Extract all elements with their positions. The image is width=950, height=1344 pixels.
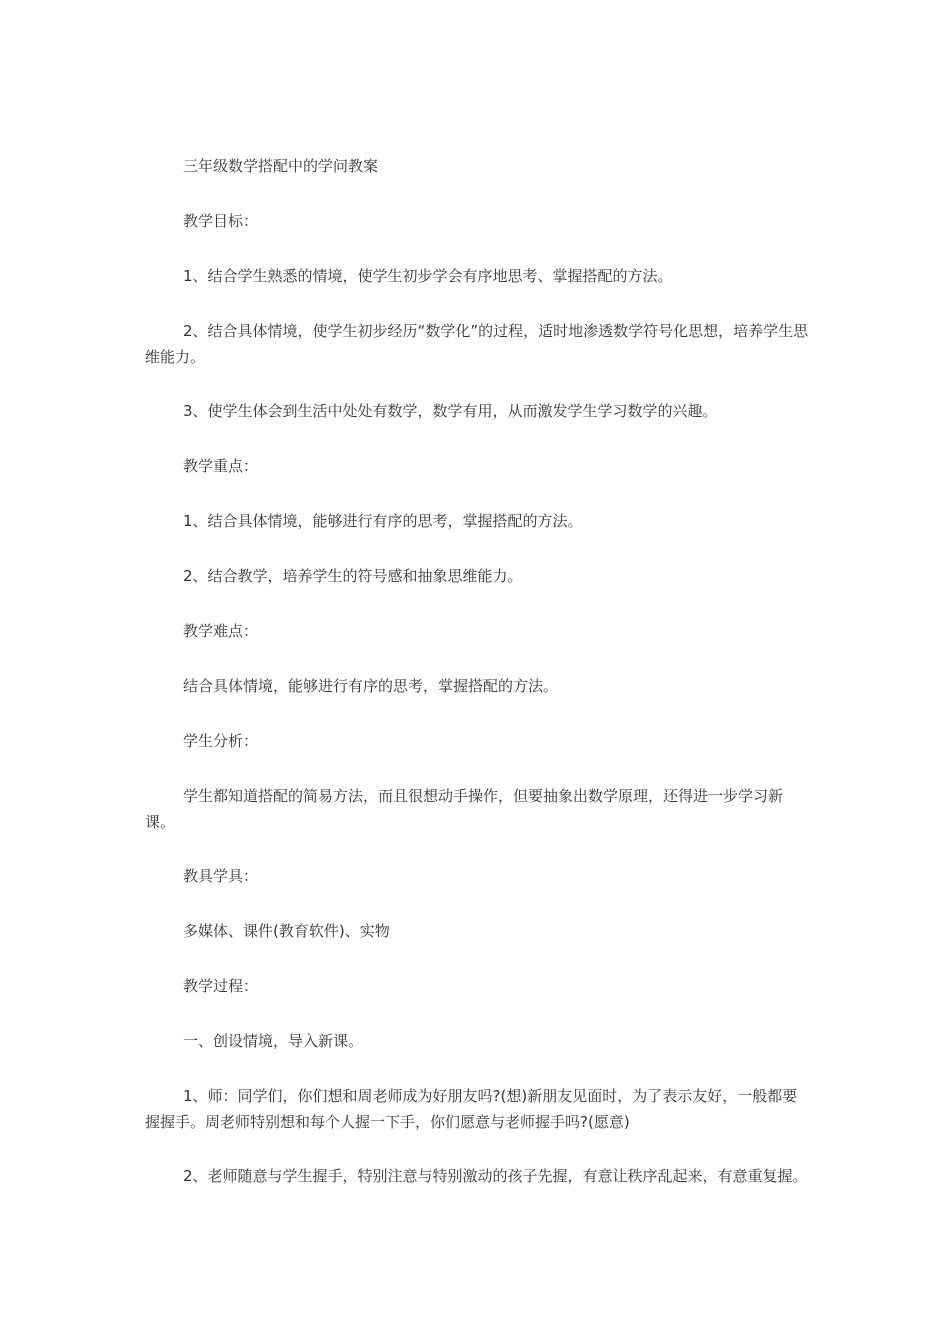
key-point-2: 2、结合教学，培养学生的符号感和抽象思维能力。: [183, 567, 523, 585]
heading-teaching-objectives: 教学目标：: [183, 212, 259, 230]
document-body: [145, 153, 810, 1217]
objective-3: 3、使学生体会到生活中处处有数学，数学有用，从而激发学生学习数学的兴趣。: [183, 402, 718, 420]
heading-student-analysis: 学生分析：: [183, 732, 259, 750]
heading-key-points: 教学重点：: [183, 457, 259, 475]
heading-teaching-process: 教学过程：: [183, 977, 259, 995]
objective-1: 1、结合学生熟悉的情境，使学生初步学会有序地思考、掌握搭配的方法。: [183, 267, 673, 285]
heading-difficulties: 教学难点：: [183, 622, 259, 640]
student-analysis-text: 学生都知道搭配的简易方法，而且很想动手操作，但要抽象出数学原理，还得进一步学习新课。: [145, 787, 784, 831]
teaching-aids-text: 多媒体、课件(教育软件)、实物: [183, 922, 390, 940]
key-point-1: 1、结合具体情境，能够进行有序的思考，掌握搭配的方法。: [183, 512, 583, 530]
process-step-1: 一、创设情境，导入新课。: [183, 1032, 364, 1050]
process-item-1: 1、师：同学们，你们想和周老师成为好朋友吗?(想)新朋友见面时，为了表示友好，一般都要握握手。周老师特别想和每个人握一下手，你们愿意与老师握手吗?(愿意): [145, 1087, 798, 1131]
process-item-2: 2、老师随意与学生握手，特别注意与特别激动的孩子先握，有意让秩序乱起来，有意重复握。: [183, 1167, 808, 1185]
heading-teaching-aids: 教具学具：: [183, 867, 259, 885]
objective-2: 2、结合具体情境，使学生初步经历“数学化”的过程，适时地渗透数学符号化思想，培养学生思维能力。: [145, 322, 809, 366]
document-title: 三年级数学搭配中的学问教案: [183, 157, 379, 175]
difficulty-text: 结合具体情境，能够进行有序的思考，掌握搭配的方法。: [183, 677, 559, 695]
